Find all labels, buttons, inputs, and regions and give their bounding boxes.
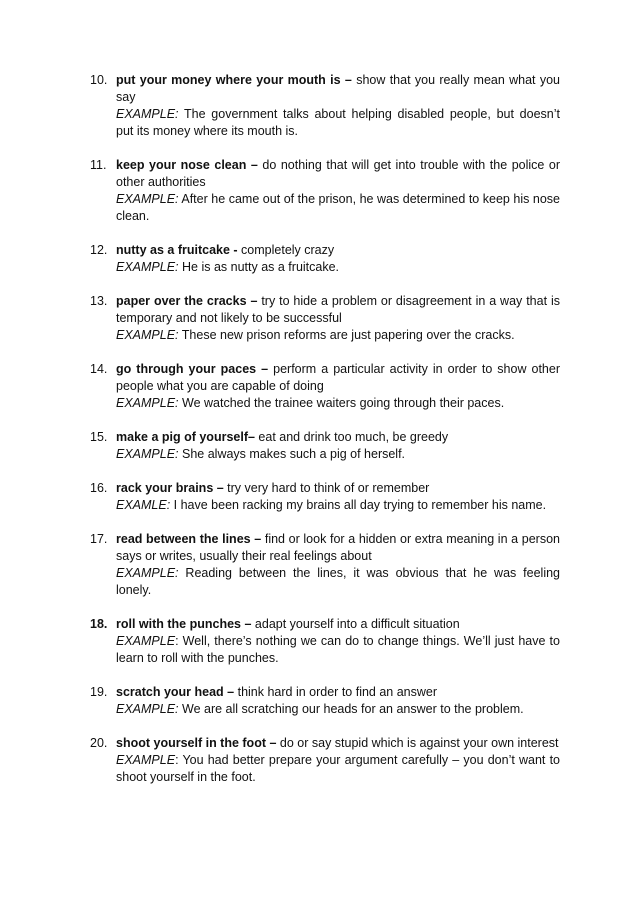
list-item <box>90 293 560 344</box>
idiom-example <box>116 259 560 276</box>
example-text: The government talks about helping disabled people, but doesn’t put its money where its mouth is. <box>116 107 560 138</box>
idiom-definition <box>116 429 560 446</box>
definition-text: find or look for a hidden or extra meaning in a person says or writes, usually their real feelings about <box>116 532 560 563</box>
separator: – <box>250 532 265 546</box>
example-label: EXAMPLE: <box>116 192 179 206</box>
list-item <box>90 242 560 276</box>
item-number: 19. <box>90 685 108 699</box>
definition-text: do or say stupid which is against your own interest <box>279 736 559 750</box>
list-item <box>90 157 560 225</box>
example-text: : Well, there’s nothing we can do to change things. We’ll just have to learn to roll with the punches. <box>116 634 560 665</box>
idiom-definition <box>116 242 560 259</box>
idiom-phrase: roll with the punches <box>116 617 242 631</box>
item-number: 13. <box>90 294 108 308</box>
definition-text: show that you really mean what you say <box>116 73 561 104</box>
list-item <box>90 429 560 463</box>
definition-text: try to hide a problem or disagreement in a way that is temporary and not likely to be successful <box>116 294 560 325</box>
idiom-phrase: read between the lines <box>116 532 251 546</box>
idiom-definition <box>116 157 560 191</box>
example-label: EXAMPLE: <box>116 566 179 580</box>
idiom-example <box>116 633 560 667</box>
example-text: : You had better prepare your argument carefully – you don’t want to shoot yourself in the foot. <box>116 753 560 784</box>
definition-text: try very hard to think of or remember <box>227 481 430 495</box>
example-label: EXAMPLE <box>116 753 176 767</box>
definition-text: think hard in order to find an answer <box>237 685 438 699</box>
item-number: 12. <box>90 243 108 257</box>
definition-text: eat and drink too much, be greedy <box>258 430 449 444</box>
example-label: EXAMPLE: <box>116 328 179 342</box>
item-number: 17. <box>90 532 108 546</box>
idiom-phrase: paper over the cracks <box>116 294 247 308</box>
list-item <box>90 616 560 667</box>
idiom-example <box>116 327 560 344</box>
example-label: EXAMPLE: <box>116 702 179 716</box>
idiom-list <box>90 72 560 803</box>
example-label: EXAMPLE: <box>116 260 179 274</box>
idiom-example <box>116 565 560 599</box>
list-item <box>90 684 560 718</box>
item-number: 20. <box>90 736 108 750</box>
idiom-example <box>116 106 560 140</box>
separator: – <box>213 481 228 495</box>
example-text: These new prison reforms are just papering over the cracks. <box>178 328 515 342</box>
idiom-phrase: scratch your head <box>116 685 224 699</box>
idiom-phrase: shoot yourself in the foot <box>116 736 266 750</box>
idiom-phrase: keep your nose clean <box>116 158 247 172</box>
idiom-example <box>116 395 560 412</box>
item-number: 10. <box>90 73 108 87</box>
definition-text: completely crazy <box>241 243 335 257</box>
list-item <box>90 72 560 140</box>
example-text: She always makes such a pig of herself. <box>178 447 406 461</box>
idiom-phrase: make a pig of yourself <box>116 430 248 444</box>
example-text: I have been racking my brains all day trying to remember his name. <box>170 498 547 512</box>
item-number: 18. <box>90 617 108 631</box>
example-label: EXAMPLE: <box>116 447 179 461</box>
example-label: EXAMPLE: <box>116 396 179 410</box>
separator: – <box>256 362 274 376</box>
item-number: 15. <box>90 430 108 444</box>
idiom-definition <box>116 616 560 633</box>
separator: – <box>247 430 259 444</box>
example-label: EXAMPLE: <box>116 107 179 121</box>
idiom-example <box>116 191 560 225</box>
example-text: He is as nutty as a fruitcake. <box>178 260 340 274</box>
separator: - <box>229 243 242 257</box>
list-item <box>90 531 560 599</box>
separator: – <box>246 158 263 172</box>
idiom-phrase: put your money where your mouth is <box>116 73 341 87</box>
idiom-example <box>116 446 560 463</box>
idiom-definition <box>116 293 560 327</box>
definition-text: adapt yourself into a difficult situation <box>254 617 460 631</box>
list-item <box>90 735 560 786</box>
example-label: EXAMLE: <box>116 498 171 512</box>
example-label: EXAMPLE <box>116 634 176 648</box>
item-number: 11. <box>90 158 107 172</box>
example-text: We watched the trainee waiters going through their paces. <box>178 396 505 410</box>
idiom-example <box>116 701 560 718</box>
separator: – <box>246 294 262 308</box>
example-text: Reading between the lines, it was obvious that he was feeling lonely. <box>116 566 560 597</box>
idiom-phrase: rack your brains <box>116 481 214 495</box>
idiom-example <box>116 752 560 786</box>
definition-text: do nothing that will get into trouble with the police or other authorities <box>116 158 561 189</box>
list-item <box>90 361 560 412</box>
idiom-example <box>116 497 560 514</box>
idiom-definition <box>116 735 560 752</box>
list-item <box>90 480 560 514</box>
separator: – <box>340 73 357 87</box>
idiom-definition <box>116 72 560 106</box>
item-number: 14. <box>90 362 108 376</box>
idiom-definition <box>116 361 560 395</box>
separator: – <box>266 736 280 750</box>
separator: – <box>223 685 238 699</box>
idiom-phrase: go through your paces <box>116 362 257 376</box>
idiom-definition <box>116 684 560 701</box>
example-text: We are all scratching our heads for an answer to the problem. <box>178 702 524 716</box>
item-number: 16. <box>90 481 108 495</box>
definition-text: perform a particular activity in order to show other people what you are capable of doing <box>116 362 560 393</box>
idiom-definition <box>116 480 560 497</box>
idiom-phrase: nutty as a fruitcake <box>116 243 230 257</box>
example-text: After he came out of the prison, he was determined to keep his nose clean. <box>116 192 560 223</box>
idiom-definition <box>116 531 560 565</box>
separator: – <box>241 617 255 631</box>
